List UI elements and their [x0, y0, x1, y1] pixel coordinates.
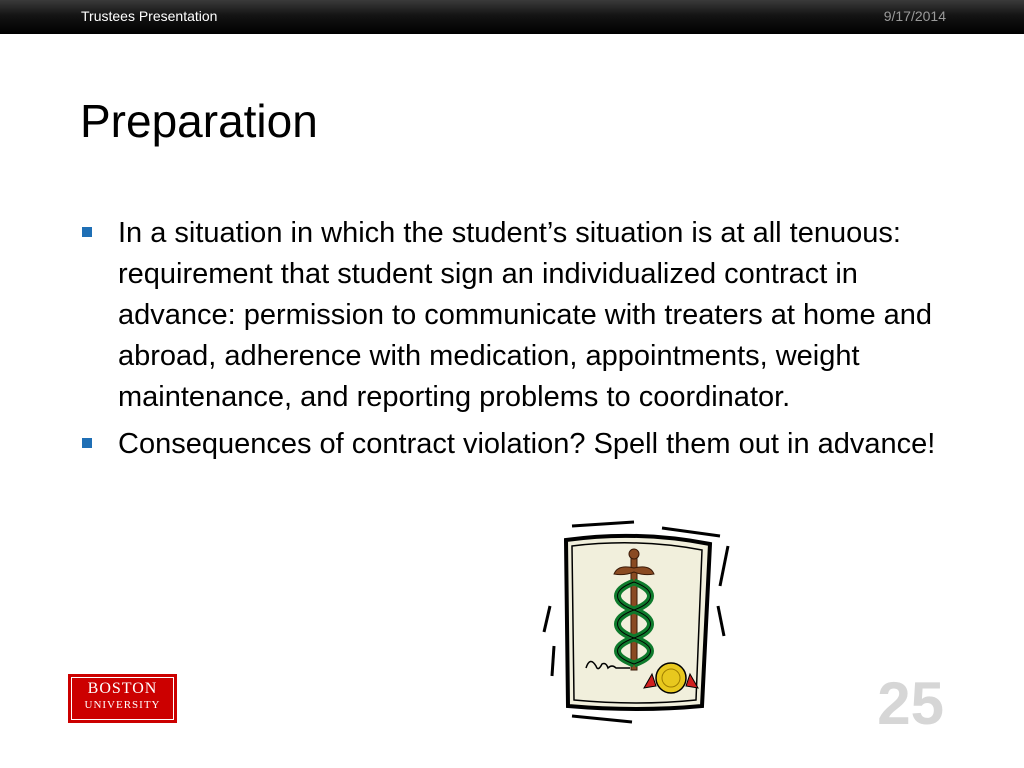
- bullet-item: [82, 213, 962, 418]
- boston-university-logo: [68, 674, 177, 723]
- logo-text-boston: BOSTON: [87, 680, 158, 697]
- presentation-date: 9/17/2014: [883, 8, 946, 24]
- presentation-title: Trustees Presentation: [81, 8, 218, 24]
- bullet-item: [82, 424, 962, 465]
- bullet-square-icon: [82, 438, 92, 448]
- bullet-square-icon: [82, 227, 92, 237]
- logo-text-university: UNIVERSITY: [84, 699, 161, 711]
- header-bar: [0, 0, 1024, 34]
- slide-number: 25: [877, 670, 944, 737]
- slide-title: Preparation: [80, 95, 318, 147]
- medical-certificate-caduceus-icon: [542, 516, 734, 728]
- bullet-list: [82, 213, 962, 471]
- bullet-text: In a situation in which the student’s situation is at all tenuous: requirement that student sign an individualized contract in advance: permission to communicate with treaters at home and abroad, adherence with medication, appointments, weight maintenance, and reporting problems to coordinator.: [118, 217, 933, 413]
- bullet-text: Consequences of contract violation? Spell them out in advance!: [118, 428, 936, 460]
